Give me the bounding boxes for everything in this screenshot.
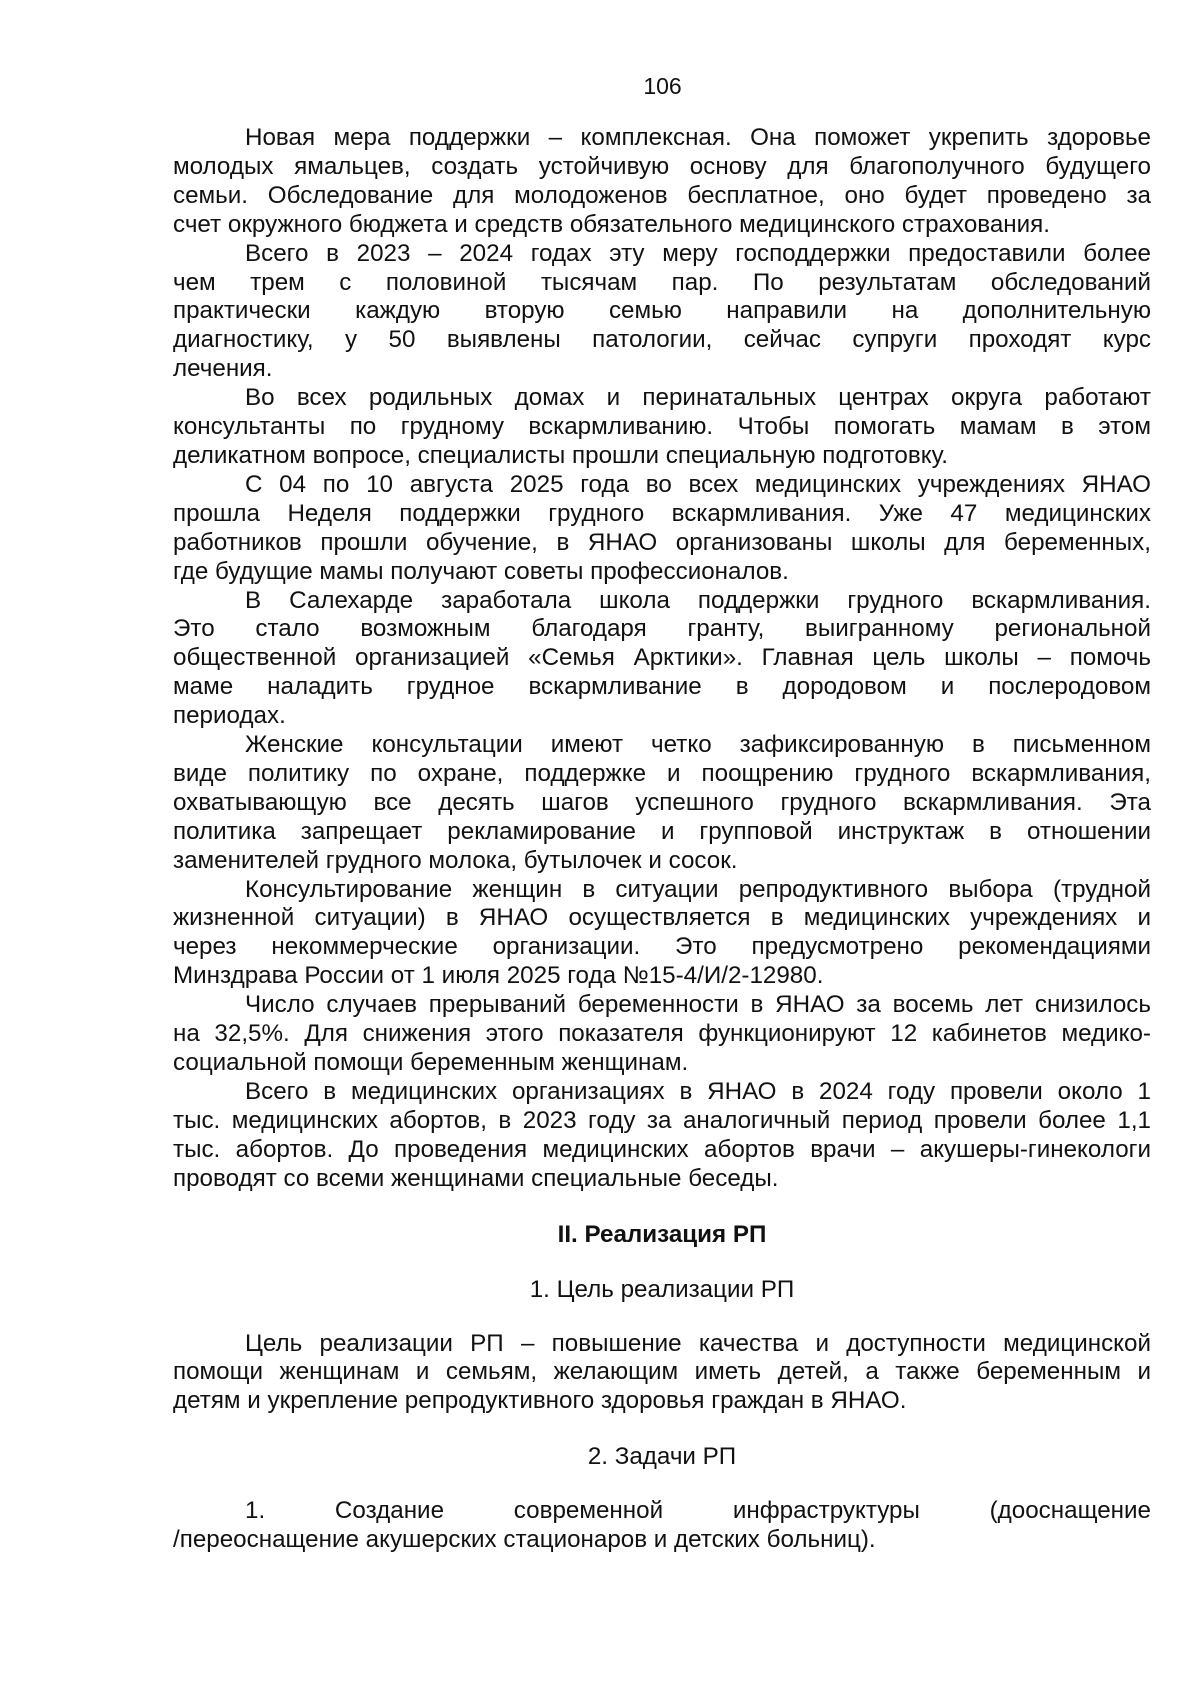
page-number: 106 bbox=[643, 73, 682, 99]
spacer bbox=[173, 1194, 1151, 1220]
paragraph-line: консультанты по грудному вскармливанию. Чтобы помогать мамам в этом bbox=[173, 413, 1151, 441]
goal-line: детям и укрепление репродуктивного здоровья граждан в ЯНАО. bbox=[173, 1387, 907, 1415]
paragraph-line: лечения. bbox=[173, 355, 273, 383]
paragraph-line: счет окружного бюджета и средств обязательного медицинского страхования. bbox=[173, 210, 1050, 238]
paragraph-line: семьи. Обследование для молодоженов бесплатное, оно будет проведено за bbox=[173, 181, 1151, 209]
paragraph-line: виде политику по охране, поддержке и поощрению грудного вскармливания, bbox=[173, 759, 1151, 787]
body-paragraph bbox=[173, 1078, 1151, 1194]
paragraph-line: тыс. медицинских абортов, в 2023 году за аналогичный период провели более 1,1 bbox=[173, 1106, 1151, 1134]
paragraph-line: проводят со всеми женщинами специальные беседы. bbox=[173, 1164, 779, 1192]
paragraph-line: Это стало возможным благодаря гранту, выигранному региональной bbox=[173, 615, 1151, 643]
paragraph-line: Консультирование женщин в ситуации репродуктивного выбора (трудной bbox=[245, 875, 1151, 903]
task-line: 1. Создание современной инфраструктуры (дооснащение bbox=[245, 1497, 1151, 1525]
paragraph-line: С 04 по 10 августа 2025 года во всех медицинских учреждениях ЯНАО bbox=[245, 470, 1151, 498]
paragraph-line: Всего в медицинских организациях в ЯНАО в 2024 году провели около 1 bbox=[245, 1077, 1151, 1105]
paragraph-line: чем трем с половиной тысячам пар. По результатам обследований bbox=[173, 268, 1151, 296]
paragraph-line: прошла Неделя поддержки грудного вскармливания. Уже 47 медицинских bbox=[173, 499, 1151, 527]
paragraph-line: охватывающую все десять шагов успешного грудного вскармливания. Эта bbox=[173, 788, 1151, 816]
paragraph-line: заменителей грудного молока, бутылочек и сосок. bbox=[173, 846, 738, 874]
spacer bbox=[173, 1249, 1151, 1275]
paragraph-line: практически каждую вторую семью направили на дополнительную bbox=[173, 297, 1151, 325]
spacer bbox=[173, 1471, 1151, 1497]
body-paragraph bbox=[173, 876, 1151, 992]
paragraph-line: молодых ямальцев, создать устойчивую основу для благополучного будущего bbox=[173, 152, 1151, 180]
body-paragraph bbox=[173, 471, 1151, 587]
paragraph-line: периодах. bbox=[173, 702, 286, 730]
task-line: /переоснащение акушерских стационаров и детских больниц). bbox=[173, 1526, 876, 1554]
paragraph-line: деликатном вопросе, специалисты прошли специальную подготовку. bbox=[173, 441, 948, 469]
paragraph-line: политика запрещает рекламирование и групповой инструктаж в отношении bbox=[173, 817, 1151, 845]
paragraph-line: общественной организацией «Семья Арктики». Главная цель школы – помочь bbox=[173, 644, 1151, 672]
section-heading: II. Реализация РП bbox=[557, 1220, 767, 1248]
paragraph-line: Во всех родильных домах и перинатальных центрах округа работают bbox=[245, 384, 1151, 412]
paragraph-line: через некоммерческие организации. Это предусмотрено рекомендациями bbox=[173, 933, 1151, 961]
subheading-goal: 1. Цель реализации РП bbox=[529, 1275, 795, 1303]
goal-line: помощи женщинам и семьям, желающим иметь детей, а также беременным и bbox=[173, 1358, 1151, 1386]
paragraph-line: Минздрава России от 1 июля 2025 года №15-4/И/2-12980. bbox=[173, 962, 824, 990]
document-body bbox=[173, 124, 1151, 1555]
paragraph-line: социальной помощи беременным женщинам. bbox=[173, 1049, 689, 1076]
paragraph-line: Женские консультации имеют четко зафиксированную в письменном bbox=[245, 731, 1151, 759]
spacer bbox=[173, 1416, 1151, 1442]
paragraph-line: на 32,5%. Для снижения этого показателя функционируют 12 кабинетов медико- bbox=[173, 1020, 1151, 1048]
body-paragraph bbox=[173, 240, 1151, 385]
paragraph-line: где будущие мамы получают советы профессионалов. bbox=[173, 557, 789, 585]
body-paragraph bbox=[173, 124, 1151, 240]
goal-line: Цель реализации РП – повышение качества и доступности медицинской bbox=[245, 1329, 1151, 1357]
subheading-tasks: 2. Задачи РП bbox=[587, 1443, 737, 1471]
body-paragraph bbox=[173, 991, 1151, 1078]
body-paragraph bbox=[173, 731, 1151, 876]
paragraph-line: Число случаев прерываний беременности в ЯНАО за восемь лет снизилось bbox=[245, 991, 1151, 1019]
paragraph-list bbox=[173, 124, 1151, 1194]
paragraph-line: Всего в 2023 – 2024 годах эту меру господдержки предоставили более bbox=[245, 239, 1151, 267]
paragraph-line: тыс. абортов. До проведения медицинских абортов врачи – акушеры-гинекологи bbox=[173, 1135, 1151, 1163]
paragraph-line: диагностику, у 50 выявлены патологии, сейчас супруги проходят курс bbox=[173, 326, 1151, 354]
paragraph-line: В Салехарде заработала школа поддержки грудного вскармливания. bbox=[245, 586, 1151, 614]
paragraph-line: Новая мера поддержки – комплексная. Она поможет укрепить здоровье bbox=[245, 124, 1151, 151]
paragraph-line: жизненной ситуации) в ЯНАО осуществляется в медицинских учреждениях и bbox=[173, 904, 1151, 932]
paragraph-line: работников прошли обучение, в ЯНАО организованы школы для беременных, bbox=[173, 528, 1151, 556]
task-paragraph bbox=[173, 1497, 1151, 1555]
paragraph-line: маме наладить грудное вскармливание в дородовом и послеродовом bbox=[173, 673, 1151, 701]
spacer bbox=[173, 1304, 1151, 1330]
goal-paragraph bbox=[173, 1330, 1151, 1417]
body-paragraph bbox=[173, 384, 1151, 471]
body-paragraph bbox=[173, 587, 1151, 732]
